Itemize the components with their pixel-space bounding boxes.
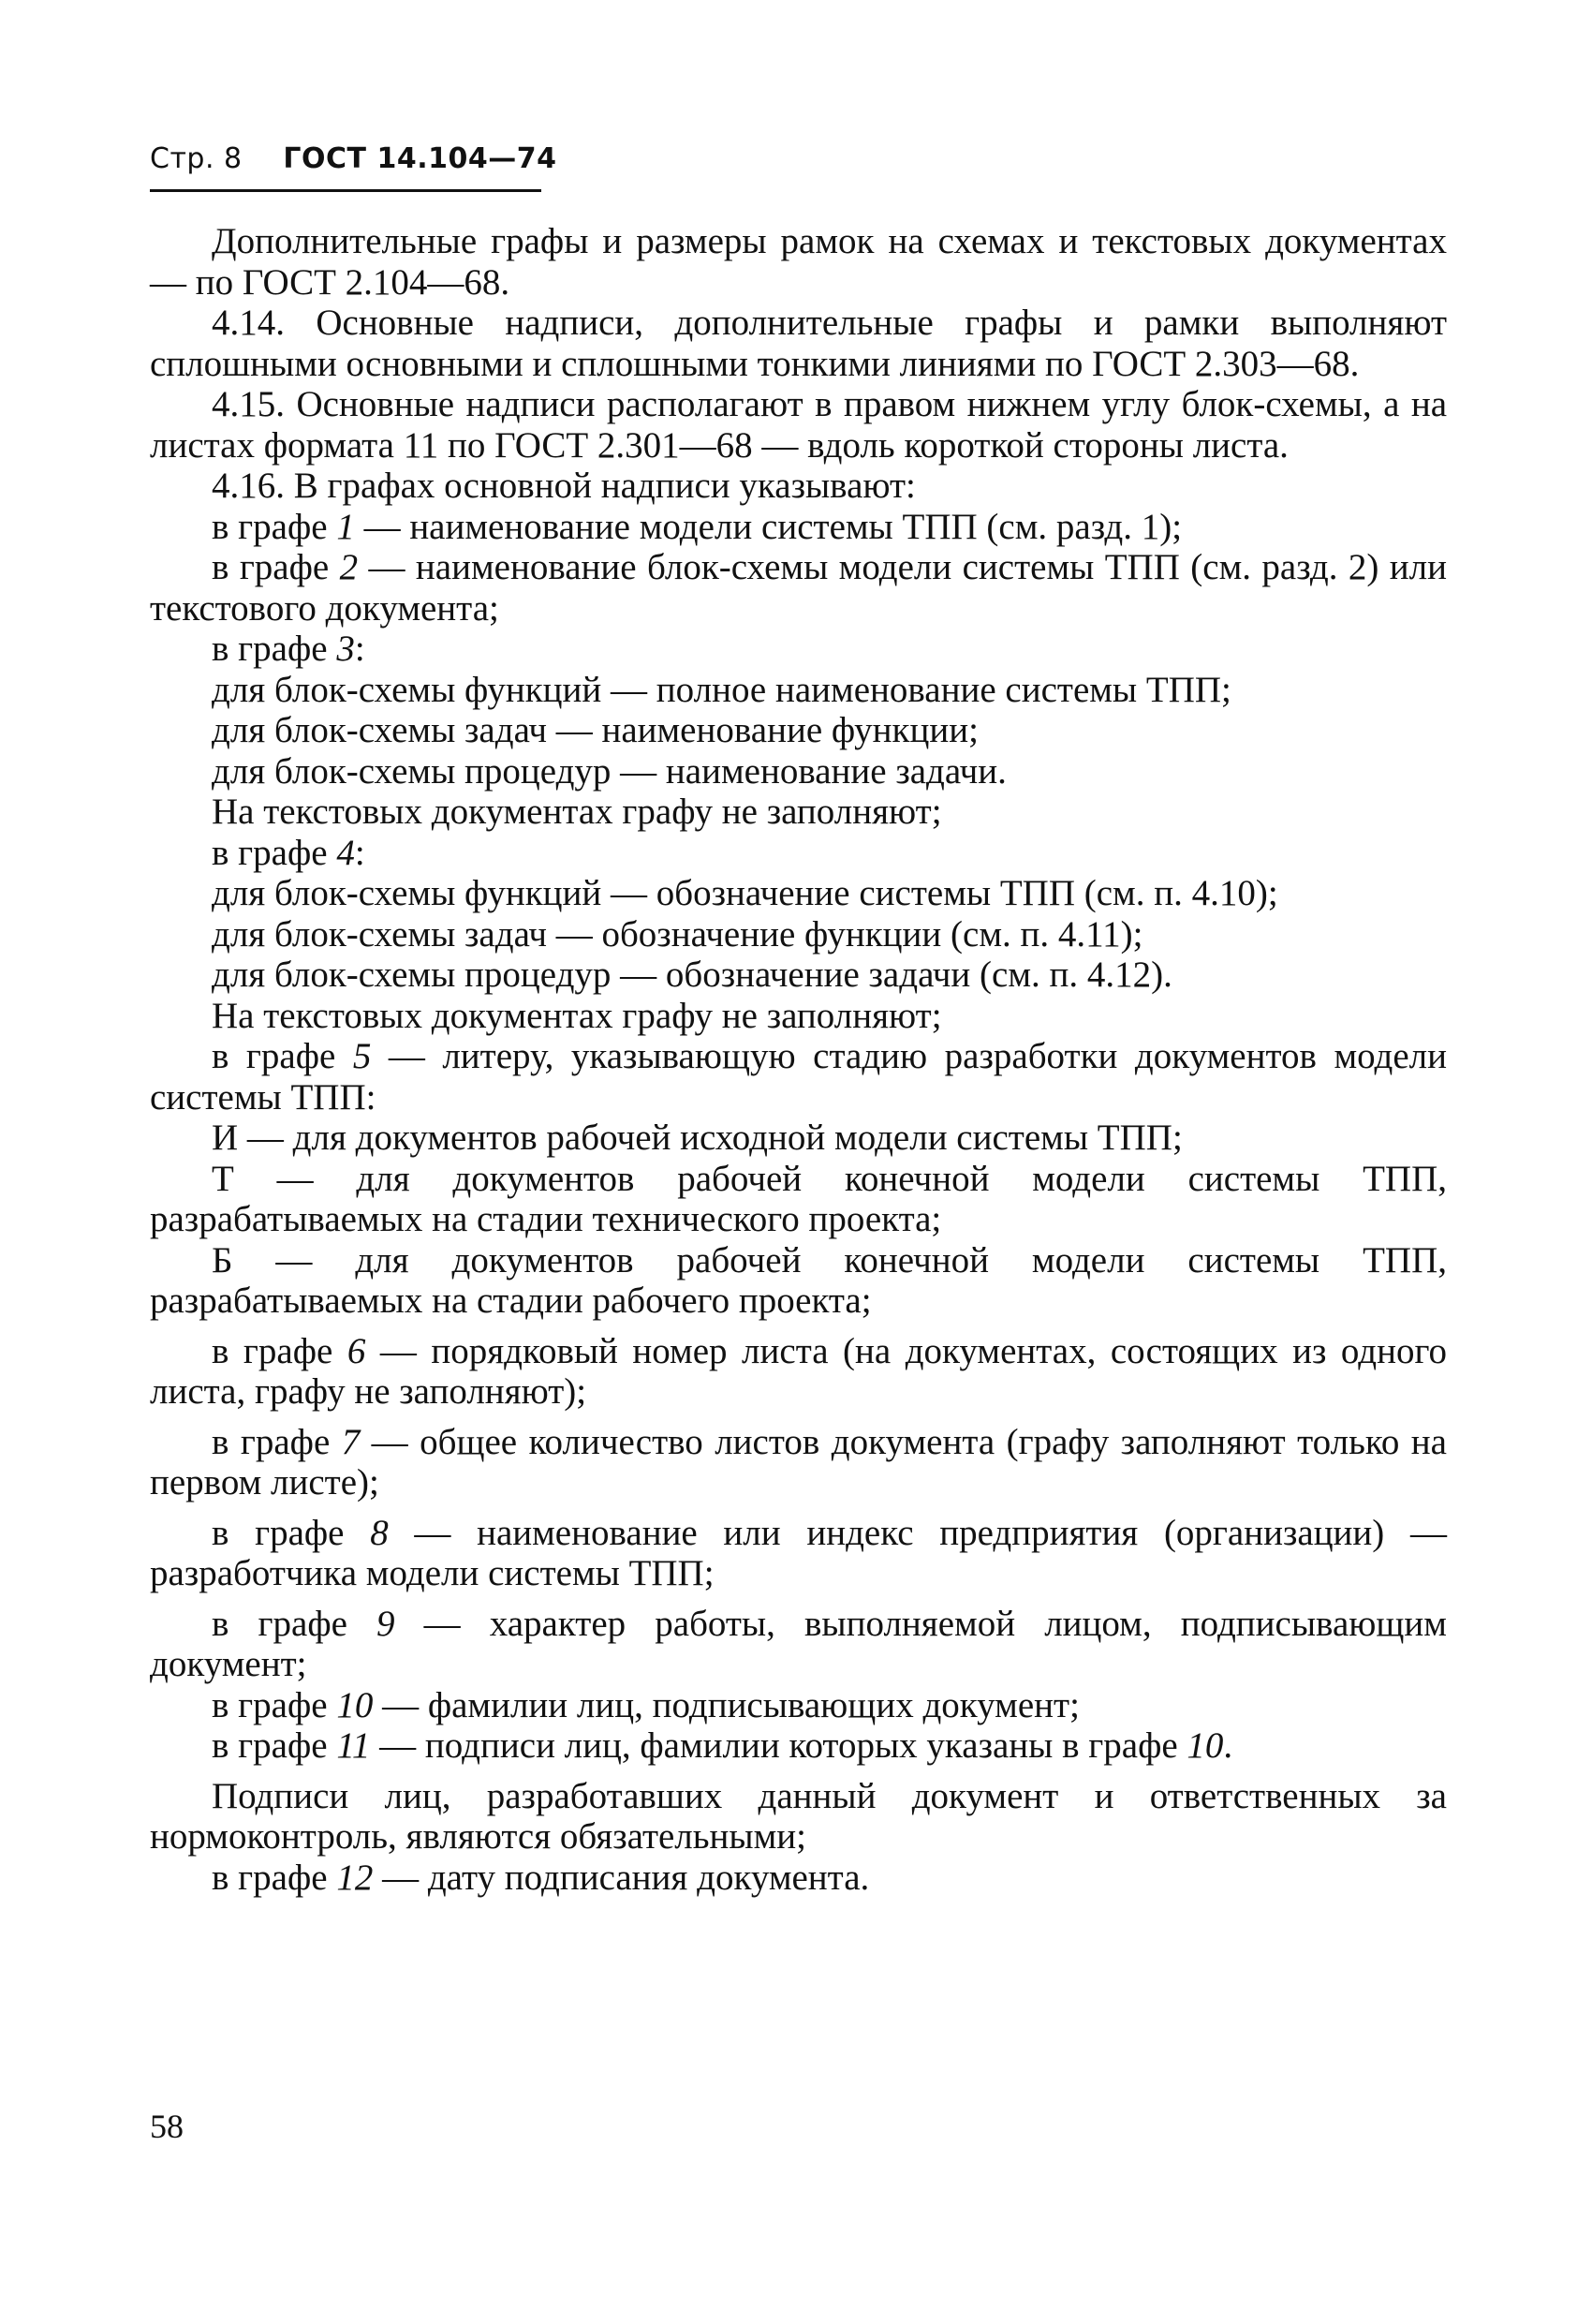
paragraph: Дополнительные графы и размеры рамок на схемах и текстовых документах — по ГОСТ 2.104—68.	[150, 221, 1447, 303]
paragraph: Т — для документов рабочей конечной модели системы ТПП, разрабатываемых на стадии технического проекта;	[150, 1158, 1447, 1239]
paragraph: в графе 7 — общее количество листов документа (графу заполняют только на первом листе);	[150, 1421, 1447, 1502]
page-number: 58	[150, 2108, 184, 2145]
page-label: Стр. 8	[150, 142, 243, 175]
header-rule	[150, 189, 541, 192]
paragraph: Б — для документов рабочей конечной модели системы ТПП, разрабатываемых на стадии рабочего проекта;	[150, 1239, 1447, 1321]
page-header	[150, 142, 556, 175]
paragraph: в графе 8 — наименование или индекс предприятия (организации) — разработчика модели системы ТПП;	[150, 1512, 1447, 1593]
paragraph: в графе 1 — наименование модели системы ТПП (см. разд. 1);	[212, 506, 1183, 547]
paragraph: На текстовых документах графу не заполняют;	[212, 792, 942, 832]
paragraph: в графе 2 — наименование блок-схемы модели системы ТПП (см. разд. 2) или текстового документа;	[150, 547, 1447, 629]
paragraph: 4.15. Основные надписи располагают в правом нижнем углу блок-схемы, а на листах формата 11 по ГОСТ 2.301—68 — вдоль короткой стороны листа.	[150, 384, 1447, 466]
paragraph: в графе 10 — фамилии лиц, подписывающих документ;	[212, 1684, 1080, 1725]
paragraph: для блок-схемы процедур — наименование задачи.	[212, 750, 1007, 792]
paragraph: для блок-схемы задач — обозначение функции (см. п. 4.11);	[212, 913, 1143, 955]
document-body	[150, 221, 1447, 1898]
paragraph: для блок-схемы функций — полное наименование системы ТПП;	[212, 669, 1231, 710]
paragraph: в графе 5 — литеру, указывающую стадию разработки документов модели системы ТПП:	[150, 1036, 1447, 1118]
paragraph: И — для документов рабочей исходной модели системы ТПП;	[212, 1118, 1183, 1158]
standard-designation: ГОСТ 14.104—74	[283, 142, 557, 175]
paragraph: в графе 6 — порядковый номер листа (на документах, состоящих из одного листа, графу не заполняют);	[150, 1330, 1447, 1412]
paragraph: в графе 4:	[212, 832, 365, 873]
paragraph: в графе 9 — характер работы, выполняемой лицом, подписывающим документ;	[150, 1603, 1447, 1684]
paragraph: в графе 11 — подписи лиц, фамилии которых указаны в графе 10.	[212, 1725, 1233, 1766]
paragraph: для блок-схемы процедур — обозначение задачи (см. п. 4.12).	[212, 955, 1172, 995]
paragraph: 4.14. Основные надписи, дополнительные графы и рамки выполняют сплошными основными и сплошными тонкими линиями по ГОСТ 2.303—68.	[150, 303, 1447, 384]
paragraph: На текстовых документах графу не заполняют;	[212, 995, 942, 1036]
paragraph: для блок-схемы задач — наименование функции;	[212, 710, 979, 750]
paragraph: в графе 12 — дату подписания документа.	[212, 1857, 870, 1898]
paragraph: Подписи лиц, разработавших данный документ и ответственных за нормоконтроль, являются обязательными;	[150, 1775, 1447, 1857]
paragraph: 4.16. В графах основной надписи указывают:	[212, 466, 916, 506]
paragraph: в графе 3:	[212, 629, 365, 669]
paragraph: для блок-схемы функций — обозначение системы ТПП (см. п. 4.10);	[212, 873, 1278, 913]
